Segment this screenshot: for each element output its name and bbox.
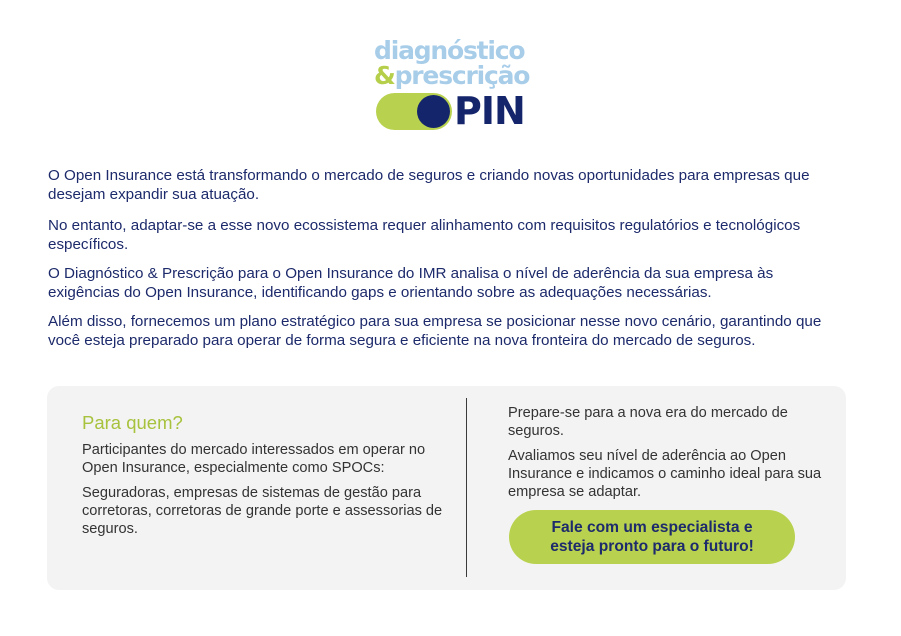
contact-specialist-button[interactable] <box>509 510 795 564</box>
intro-paragraph-3: O Diagnóstico & Prescrição para o Open Insurance do IMR analisa o nível de aderência da sua empresa às exigências do Open Insurance, identificando gaps e orientando sobre as adequações necessárias. <box>48 265 774 301</box>
intro-section <box>48 166 848 350</box>
audience-paragraph-2: Seguradoras, empresas de sistemas de gestão para corretoras, corretoras de grande porte e assessorias de seguros. <box>82 485 443 537</box>
intro-paragraph-1: O Open Insurance está transformando o mercado de seguros e criando novas oportunidades para empresas que desejam expandir sua atuação. <box>48 167 810 203</box>
audience-column <box>82 412 457 538</box>
offer-paragraph-1: Prepare-se para a nova era do mercado de seguros. <box>508 405 788 439</box>
cta-line-1: Fale com um especialista e <box>551 519 753 536</box>
logo-pin-text: PIN <box>454 89 525 133</box>
logo-diagnostico-text: diagnóstico <box>374 36 525 65</box>
logo-ampersand: & <box>374 61 395 90</box>
audience-heading: Para quem? <box>82 412 183 433</box>
intro-paragraph-4: Além disso, fornecemos um plano estratégico para sua empresa se posicionar nesse novo cenário, garantindo que você esteja preparado para operar de forma segura e eficiente na nova fronteira do mercado de seguros. <box>48 313 822 349</box>
logo-prescricao-text: prescrição <box>394 61 530 90</box>
cta-line-2: esteja pronto para o futuro! <box>550 538 754 555</box>
info-card <box>47 386 846 590</box>
logo-prescricao-line <box>374 61 529 91</box>
brand-logo <box>374 36 534 136</box>
column-divider <box>466 398 467 577</box>
offer-column <box>508 404 828 501</box>
audience-paragraph-1: Participantes do mercado interessados em operar no Open Insurance, especialmente como SPOCs: <box>82 442 426 476</box>
intro-paragraph-2: No entanto, adaptar-se a esse novo ecossistema requer alinhamento com requisitos regulatórios e tecnológicos específicos. <box>48 217 801 253</box>
logo-o-circle-icon <box>417 95 450 128</box>
offer-paragraph-2: Avaliamos seu nível de aderência ao Open Insurance e indicamos o caminho ideal para sua empresa se adaptar. <box>508 448 822 500</box>
